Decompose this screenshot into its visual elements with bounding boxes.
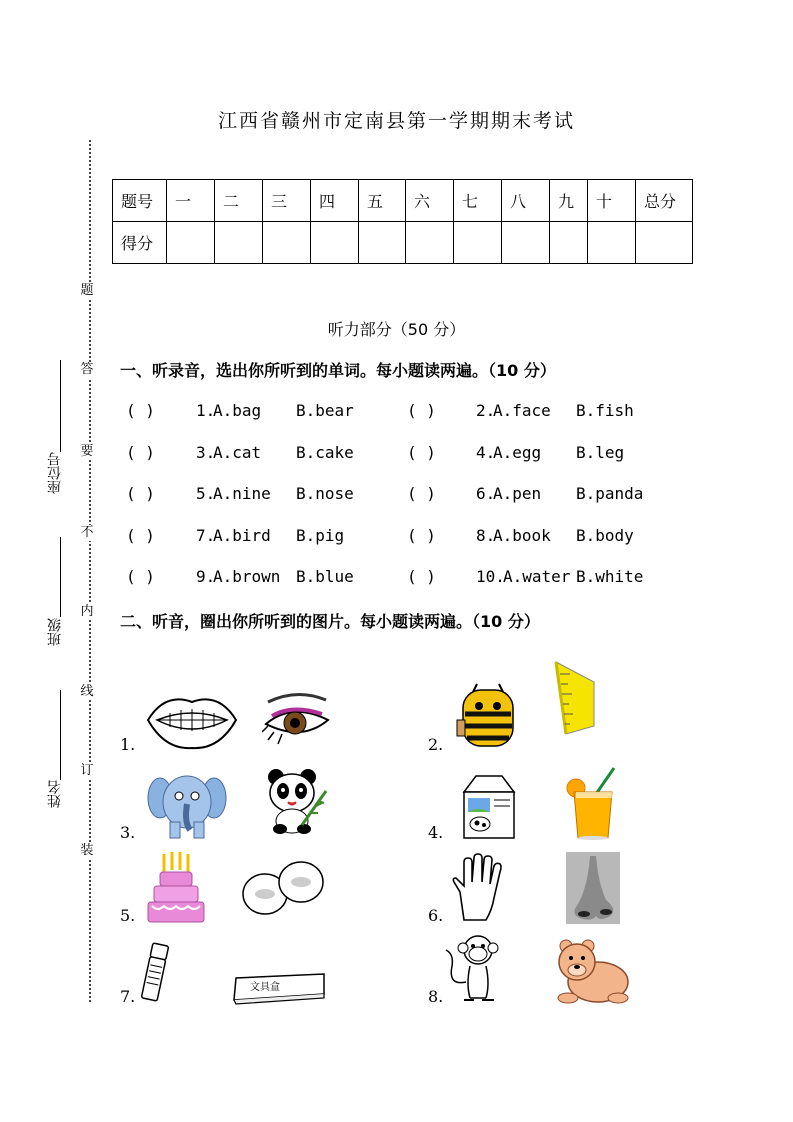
list-item: [0, 567, 793, 587]
margin-char: 答: [80, 362, 94, 377]
option-b: B.nose: [296, 484, 354, 503]
panda-icon[interactable]: [262, 767, 328, 835]
option-b: B.fish: [576, 401, 634, 420]
answer-blank[interactable]: ( ): [407, 443, 436, 462]
table-cell: 二: [215, 180, 263, 222]
milk-icon[interactable]: [458, 772, 520, 840]
table-cell: 三: [263, 180, 311, 222]
picture-number: 8.: [428, 987, 444, 1006]
score-table-header-row: [113, 180, 693, 222]
option-b: B.pig: [296, 526, 345, 545]
score-cell[interactable]: [550, 222, 588, 264]
page-title: 江西省赣州市定南县第一学期期末考试: [217, 110, 575, 132]
schoolbag-icon[interactable]: [455, 680, 521, 750]
mouth-icon[interactable]: [145, 690, 239, 752]
picture-number: 4.: [428, 823, 444, 842]
picture-number: 2.: [428, 735, 444, 754]
orange-juice-icon[interactable]: [566, 766, 618, 840]
margin-char: 题: [80, 283, 94, 298]
pencil-box-label: 文具盒: [250, 982, 280, 993]
item-number: 1.: [196, 401, 216, 420]
list-item: [0, 401, 793, 421]
option-b: B.panda: [576, 484, 644, 503]
table-cell: 一: [167, 180, 215, 222]
option-a: A.bird: [213, 526, 271, 545]
item-number: 2.: [476, 401, 496, 420]
answer-blank[interactable]: ( ): [126, 484, 155, 503]
option-a: A.cat: [213, 443, 262, 462]
score-cell[interactable]: [215, 222, 263, 264]
part1-heading: 一、听录音，选出你所听到的单词。每小题读两遍。（10 分）: [120, 361, 556, 380]
score-cell[interactable]: [311, 222, 359, 264]
score-cell[interactable]: [454, 222, 502, 264]
margin-char: 内: [80, 604, 94, 619]
score-table-score-row: [113, 222, 693, 264]
option-b: B.blue: [296, 567, 354, 586]
item-number: 10.: [476, 567, 505, 586]
item-number: 7.: [196, 526, 216, 545]
table-cell: 十: [588, 180, 636, 222]
nose-icon[interactable]: [566, 852, 620, 924]
answer-blank[interactable]: ( ): [126, 567, 155, 586]
answer-blank[interactable]: ( ): [126, 401, 155, 420]
answer-blank[interactable]: ( ): [126, 443, 155, 462]
answer-blank[interactable]: ( ): [126, 526, 155, 545]
option-a: A.egg: [493, 443, 542, 462]
item-number: 4.: [476, 443, 496, 462]
name-blank-line[interactable]: [60, 690, 61, 780]
margin-char: 线: [80, 684, 94, 699]
list-item: [0, 526, 793, 546]
picture-number: 7.: [120, 987, 136, 1006]
answer-blank[interactable]: ( ): [407, 526, 436, 545]
pencil-box-icon[interactable]: [230, 970, 328, 1006]
table-cell: 六: [406, 180, 454, 222]
table-cell: 题号: [113, 180, 167, 222]
option-a: A.bag: [213, 401, 262, 420]
score-cell[interactable]: [167, 222, 215, 264]
table-cell: 四: [311, 180, 359, 222]
eggs-icon[interactable]: [239, 860, 327, 916]
list-item: [0, 484, 793, 504]
item-number: 8.: [476, 526, 496, 545]
answer-blank[interactable]: ( ): [407, 484, 436, 503]
class-label: 班级: [47, 618, 63, 646]
monkey-icon[interactable]: [444, 932, 504, 1004]
option-a: A.nine: [213, 484, 271, 503]
part2-heading: 二、听音，圈出你所听到的图片。每小题读两遍。（10 分）: [120, 612, 540, 631]
option-b: B.leg: [576, 443, 625, 462]
bear-icon[interactable]: [548, 938, 630, 1004]
item-number: 5.: [196, 484, 216, 503]
option-b: B.cake: [296, 443, 354, 462]
score-cell[interactable]: [636, 222, 693, 264]
option-b: B.body: [576, 526, 634, 545]
seat-label: 座位号: [47, 452, 63, 494]
score-cell[interactable]: [263, 222, 311, 264]
margin-char: 订: [80, 763, 94, 778]
name-label: 姓名: [47, 780, 63, 808]
margin-char: 不: [80, 525, 94, 540]
listening-section-title: 听力部分（50 分）: [327, 320, 466, 339]
option-a: A.water: [503, 567, 571, 586]
score-table: [112, 179, 693, 264]
answer-blank[interactable]: ( ): [407, 401, 436, 420]
score-cell[interactable]: [406, 222, 454, 264]
score-cell[interactable]: [359, 222, 406, 264]
hand-icon[interactable]: [450, 852, 506, 924]
elephant-icon[interactable]: [146, 770, 228, 840]
item-number: 6.: [476, 484, 496, 503]
picture-number: 3.: [120, 823, 136, 842]
glue-icon[interactable]: [139, 940, 171, 1004]
table-cell: 九: [550, 180, 588, 222]
option-b: B.white: [576, 567, 644, 586]
item-number: 3.: [196, 443, 216, 462]
table-cell: 总分: [636, 180, 693, 222]
answer-blank[interactable]: ( ): [407, 567, 436, 586]
table-cell: 七: [454, 180, 502, 222]
item-number: 9.: [196, 567, 216, 586]
option-a: A.brown: [213, 567, 281, 586]
picture-number: 1.: [120, 735, 136, 754]
margin-char: 装: [80, 843, 94, 858]
option-a: A.pen: [493, 484, 542, 503]
table-cell: 八: [502, 180, 550, 222]
option-a: A.book: [493, 526, 551, 545]
option-a: A.face: [493, 401, 551, 420]
eye-icon[interactable]: [262, 690, 332, 746]
margin-char: 要: [80, 444, 94, 459]
cake-icon[interactable]: [146, 850, 206, 926]
table-cell: 五: [359, 180, 406, 222]
picture-number: 5.: [120, 906, 136, 925]
score-cell[interactable]: [502, 222, 550, 264]
list-item: [0, 443, 793, 463]
option-b: B.bear: [296, 401, 354, 420]
table-cell: 得分: [113, 222, 167, 264]
ruler-icon[interactable]: [550, 660, 600, 740]
picture-number: 6.: [428, 906, 444, 925]
score-cell[interactable]: [588, 222, 636, 264]
